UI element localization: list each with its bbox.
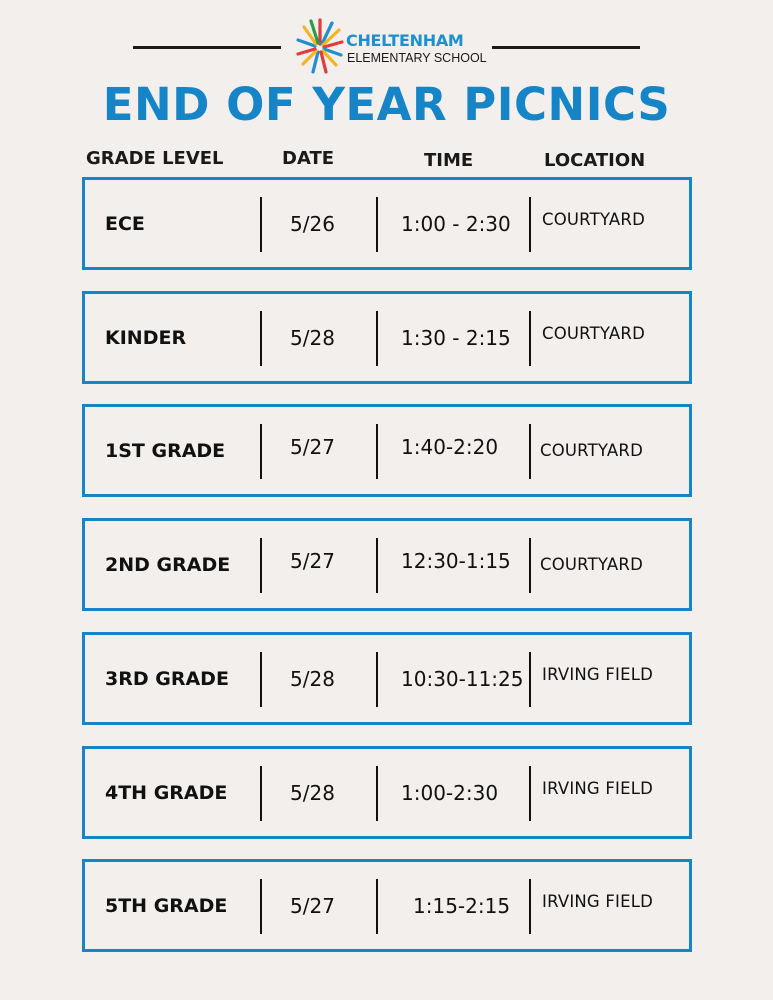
header	[0, 14, 773, 84]
location-cell: COURTYARD	[542, 210, 645, 229]
column-divider	[529, 424, 531, 479]
time-cell: 1:00-2:30	[401, 780, 499, 805]
column-divider	[260, 197, 262, 252]
schedule-row-1st-grade	[82, 404, 692, 497]
school-subtitle: ELEMENTARY SCHOOL	[347, 51, 487, 65]
location-cell: COURTYARD	[542, 324, 645, 343]
location-cell: IRVING FIELD	[542, 892, 654, 911]
date-cell: 5/28	[290, 780, 335, 805]
grade-cell: 5TH GRADE	[105, 894, 228, 917]
grade-cell: 4TH GRADE	[105, 781, 228, 804]
location-cell: IRVING FIELD	[542, 779, 654, 798]
schedule-row-ece	[82, 177, 692, 270]
schedule-row-4th-grade	[82, 746, 692, 839]
column-divider	[260, 879, 262, 934]
column-header-location: LOCATION	[544, 150, 646, 171]
column-divider	[376, 766, 378, 821]
time-cell: 1:30 - 2:15	[401, 325, 511, 350]
column-divider	[260, 424, 262, 479]
schedule-row-kinder	[82, 291, 692, 384]
column-divider	[529, 652, 531, 707]
school-name: CHELTENHAM	[346, 31, 464, 50]
column-divider	[529, 766, 531, 821]
time-cell: 1:00 - 2:30	[401, 211, 511, 236]
column-header-time: TIME	[424, 150, 474, 171]
location-cell: COURTYARD	[540, 555, 643, 574]
location-cell: IRVING FIELD	[542, 665, 654, 684]
time-cell: 12:30-1:15	[401, 548, 511, 573]
date-cell: 5/27	[290, 434, 335, 459]
date-cell: 5/28	[290, 666, 335, 691]
date-cell: 5/27	[290, 548, 335, 573]
grade-cell: 1ST GRADE	[105, 439, 226, 462]
date-cell: 5/27	[290, 893, 335, 918]
column-divider	[376, 879, 378, 934]
grade-cell: KINDER	[105, 326, 187, 349]
header-rule-left	[133, 46, 281, 49]
column-divider	[376, 424, 378, 479]
column-header-grade: GRADE LEVEL	[86, 148, 224, 169]
schedule-row-5th-grade	[82, 859, 692, 952]
grade-cell: ECE	[105, 212, 145, 235]
column-divider	[260, 311, 262, 366]
column-header-date: DATE	[282, 148, 335, 169]
column-divider	[376, 538, 378, 593]
header-rule-right	[492, 46, 640, 49]
column-divider	[376, 652, 378, 707]
school-logo	[296, 14, 486, 80]
time-cell: 1:40-2:20	[401, 434, 499, 459]
schedule-row-2nd-grade	[82, 518, 692, 611]
time-cell: 1:15-2:15	[413, 893, 511, 918]
column-divider	[376, 197, 378, 252]
column-divider	[529, 538, 531, 593]
column-divider	[529, 197, 531, 252]
grade-cell: 2ND GRADE	[105, 553, 231, 576]
page-title: END OF YEAR PICNICS	[102, 78, 671, 131]
grade-cell: 3RD GRADE	[105, 667, 229, 690]
column-divider	[260, 538, 262, 593]
sunburst-logo-icon	[296, 14, 344, 78]
time-cell: 10:30-11:25	[401, 666, 524, 691]
location-cell: COURTYARD	[540, 441, 643, 460]
column-divider	[260, 766, 262, 821]
date-cell: 5/28	[290, 325, 335, 350]
column-divider	[529, 879, 531, 934]
column-divider	[376, 311, 378, 366]
date-cell: 5/26	[290, 211, 335, 236]
column-divider	[260, 652, 262, 707]
column-divider	[529, 311, 531, 366]
schedule-row-3rd-grade	[82, 632, 692, 725]
